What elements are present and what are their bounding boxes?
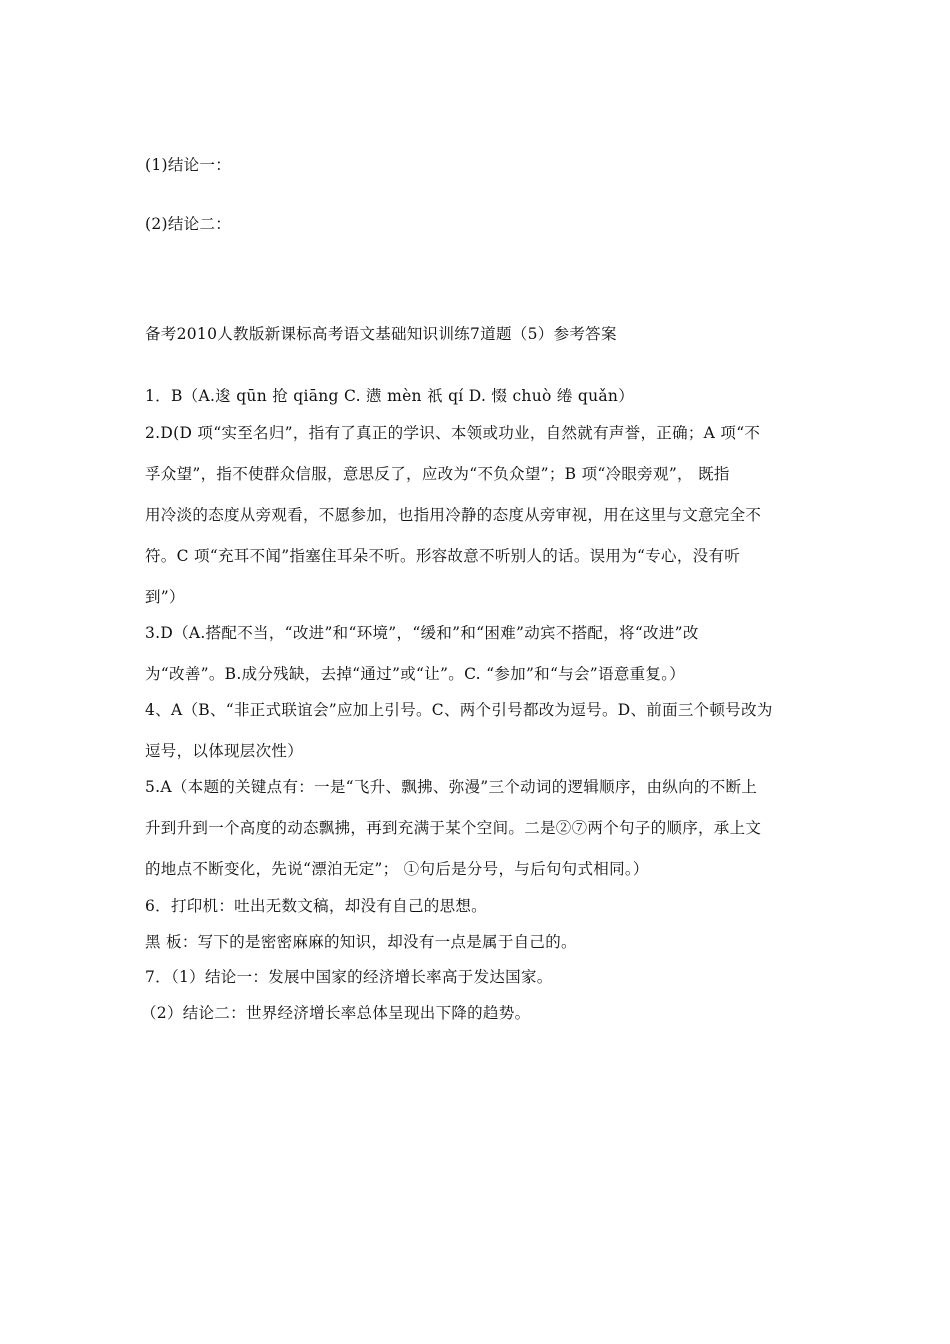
answer-2-line-1: 2.D(D 项“实至名归”，指有了真正的学识、本领或功业，自然就有声誉，正确；A 项“不 (145, 424, 761, 442)
answer-2-line-3: 用冷淡的态度从旁观看，不愿参加，也指用冷静的态度从旁审视，用在这里与文意完全不 (145, 506, 762, 524)
conclusion-two-prompt: (2)结论二： (145, 215, 232, 233)
answer-section-title: 备考2010人教版新课标高考语文基础知识训练7道题（5）参考答案 (145, 325, 617, 343)
answer-6-line-2: 黑 板：写下的是密密麻麻的知识，却没有一点是属于自己的。 (145, 933, 577, 951)
answer-3-line-1: 3.D（A.搭配不当，“改进”和“环境”，“缓和”和“困难”动宾不搭配，将“改进”改 (145, 624, 699, 642)
answer-4-line-1: 4、A（B、“非正式联谊会”应加上引号。C、两个引号都改为逗号。D、前面三个顿号改为 (145, 701, 773, 719)
answer-2-line-2: 孚众望”，指不使群众信服，意思反了，应改为“不负众望”；B 项“冷眼旁观”， 既指 (145, 465, 730, 483)
answer-4-line-2: 逗号，以体现层次性） (145, 742, 304, 760)
answer-5-line-2: 升到升到一个高度的动态飘拂，再到充满于某个空间。二是②⑦两个句子的顺序，承上文 (145, 819, 762, 837)
answer-3-line-2: 为“改善”。B.成分残缺，去掉“通过”或“让”。C. “参加”和“与会”语意重复。） (145, 665, 686, 683)
conclusion-one-prompt: (1)结论一： (145, 156, 232, 174)
answer-5-line-1: 5.A（本题的关键点有：一是“飞升、飘拂、弥漫”三个动词的逻辑顺序，由纵向的不断上 (145, 778, 758, 796)
answer-7-line-2: （2）结论二：世界经济增长率总体呈现出下降的趋势。 (141, 1004, 531, 1022)
answer-2-line-4: 符。C 项“充耳不闻”指塞住耳朵不听。形容故意不听别人的话。误用为“专心，没有听 (145, 547, 741, 565)
answer-1: 1．B（A.逡 qūn 抢 qiāng C. 懑 mèn 祇 qí D. 惙 chuò 绻 quǎn） (145, 387, 635, 405)
answer-5-line-3: 的地点不断变化，先说“漂泊无定”； ①句后是分号，与后句句式相同。） (145, 860, 649, 878)
answer-2-line-5: 到”） (145, 588, 185, 606)
answer-6-line-1: 6．打印机：吐出无数文稿，却没有自己的思想。 (145, 897, 487, 915)
answer-7-line-1: 7．（1）结论一：发展中国家的经济增长率高于发达国家。 (145, 968, 553, 986)
